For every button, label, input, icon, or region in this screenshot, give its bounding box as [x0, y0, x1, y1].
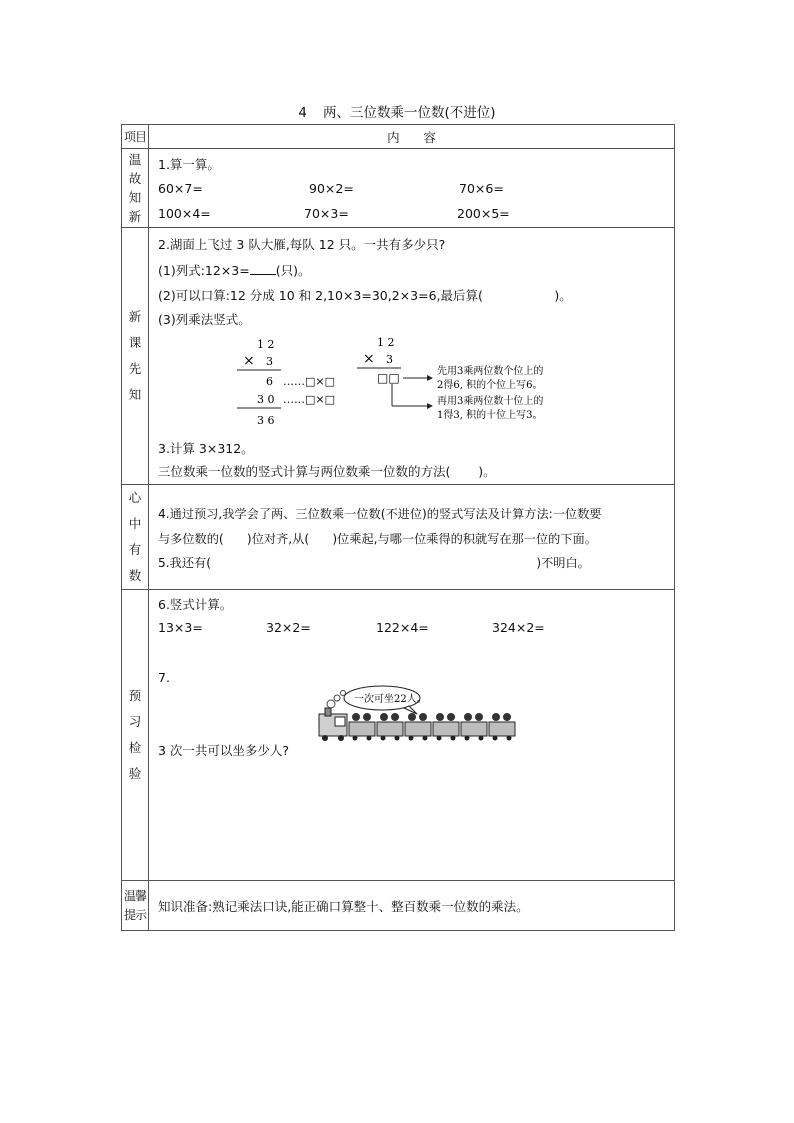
check-label-2: 检: [128, 740, 142, 755]
left-row-2: 3 0: [257, 393, 275, 406]
header-content-text: 内 容: [387, 129, 436, 145]
steam-puffs: [327, 691, 346, 709]
note-1-line-a: 先用3乘两位数个位上的: [437, 366, 544, 377]
question-3-note: 三位数乘一位数的竖式计算与两位数乘一位数的方法( )。: [158, 464, 496, 479]
right-top-number: 1 2: [377, 336, 395, 349]
left-row-1-note: ……□×□: [283, 375, 336, 388]
tips-label-0: 温馨: [123, 888, 146, 903]
expr-60x7: 60×7=: [158, 181, 203, 196]
left-row-2-note: ……□×□: [283, 393, 336, 406]
right-times-sign: ×: [363, 351, 375, 367]
check-label-3: 验: [128, 766, 142, 781]
section-label-newlesson: [122, 228, 149, 485]
q2-1-expression: (1)列式:12×3=: [158, 263, 250, 278]
expr-70x3: 70×3=: [304, 206, 349, 221]
question-2-3: (3)列乘法竖式。: [158, 312, 251, 327]
right-answer-boxes: □□: [377, 371, 400, 385]
speech-bubble: [344, 686, 427, 714]
review-label-0: 温: [128, 152, 142, 167]
left-row-1: 6: [266, 375, 273, 388]
review-label-3: 新: [128, 209, 142, 224]
reflect-label-3: 数: [128, 568, 142, 583]
note-2-line-a: 再用3乘两位数十位上的: [437, 396, 544, 407]
left-times-sign: ×: [243, 353, 255, 369]
expr-200x5: 200×5=: [457, 206, 510, 221]
question-4-line-b: 与多位数的( )位对齐,从( )位乘起,与哪一位乘得的积就写在那一位的下面。: [158, 532, 597, 546]
question-4-line-a: 4.通过预习,我学会了两、三位数乘一位数(不进位)的竖式写法及计算方法:一位数要: [158, 507, 602, 521]
section-reflect: [149, 485, 675, 590]
bubble-text: 一次可坐22人。: [354, 694, 427, 705]
page-title: [0, 101, 794, 121]
question-2-2: (2)可以口算:12 分成 10 和 2,10×3=30,2×3=6,最后算( )。: [158, 288, 572, 303]
header-content: [149, 125, 675, 149]
review-label-2: 知: [128, 190, 142, 205]
locomotive: [319, 708, 347, 736]
left-multiplier: 3: [266, 355, 273, 368]
question-2-1: [158, 261, 311, 279]
question-6: 6.竖式计算。: [158, 597, 233, 612]
lesson-title: 两、三位数乘一位数(不进位): [323, 105, 496, 121]
header-project-text: 项目: [123, 130, 146, 144]
section-review: [149, 149, 675, 228]
question-2: 2.湖面上飞过 3 队大雁,每队 12 只。一共有多少只?: [158, 237, 446, 252]
q2-1-unit: (只)。: [275, 263, 311, 278]
expr-100x4: 100×4=: [158, 206, 211, 221]
question-1: 1.算一算。: [158, 157, 220, 172]
expr-13x3: 13×3=: [158, 620, 203, 635]
reflect-label-0: 心: [128, 490, 142, 505]
reflect-label-2: 有: [128, 542, 142, 557]
newlesson-label-3: 知: [128, 387, 142, 402]
header-project: [122, 125, 149, 149]
section-label-check: [122, 590, 149, 881]
lesson-number: 4: [298, 105, 308, 121]
note-2-line-b: 1得3, 积的十位上写3。: [437, 410, 543, 421]
left-sum: 3 6: [257, 414, 275, 427]
question-3: 3.计算 3×312。: [158, 441, 254, 456]
expr-70x6: 70×6=: [459, 181, 504, 196]
expr-122x4: 122×4=: [376, 620, 429, 635]
section-label-review: [122, 149, 149, 228]
expr-32x2: 32×2=: [266, 620, 311, 635]
question-5: 5.我还有( )不明白。: [158, 556, 590, 570]
lesson-table: [121, 124, 675, 931]
section-label-tips: [122, 881, 149, 931]
section-tips: [149, 881, 675, 931]
tips-text: 知识准备:熟记乘法口诀,能正确口算整十、整百数乘一位数的乘法。: [158, 898, 529, 914]
section-check: [149, 590, 675, 881]
right-multiplier: 3: [386, 353, 393, 366]
check-label-0: 预: [128, 688, 142, 703]
vertical-multiplication-diagram: [149, 332, 675, 432]
section-label-reflect: [122, 485, 149, 590]
carriages: [349, 722, 515, 736]
newlesson-label-0: 新: [128, 309, 142, 324]
newlesson-label-1: 课: [128, 335, 142, 350]
newlesson-label-2: 先: [128, 361, 142, 376]
check-label-1: 习: [128, 714, 142, 729]
passengers: [352, 713, 511, 721]
arrow-2-head: [427, 403, 433, 409]
train-illustration: [309, 684, 519, 754]
reflect-label-1: 中: [128, 516, 142, 531]
note-1-line-b: 2得6, 积的个位上写6。: [437, 380, 543, 391]
answer-blank: [250, 262, 276, 275]
review-label-1: 故: [128, 171, 142, 186]
question-7-text: 3 次一共可以坐多少人?: [158, 743, 290, 758]
tips-label-1: 提示: [123, 907, 146, 922]
expr-90x2: 90×2=: [309, 181, 354, 196]
left-top-number: 1 2: [257, 338, 275, 351]
expr-324x2: 324×2=: [492, 620, 545, 635]
section-newlesson: [149, 228, 675, 485]
question-7: 7.: [158, 670, 170, 685]
arrow-1-head: [427, 375, 433, 381]
